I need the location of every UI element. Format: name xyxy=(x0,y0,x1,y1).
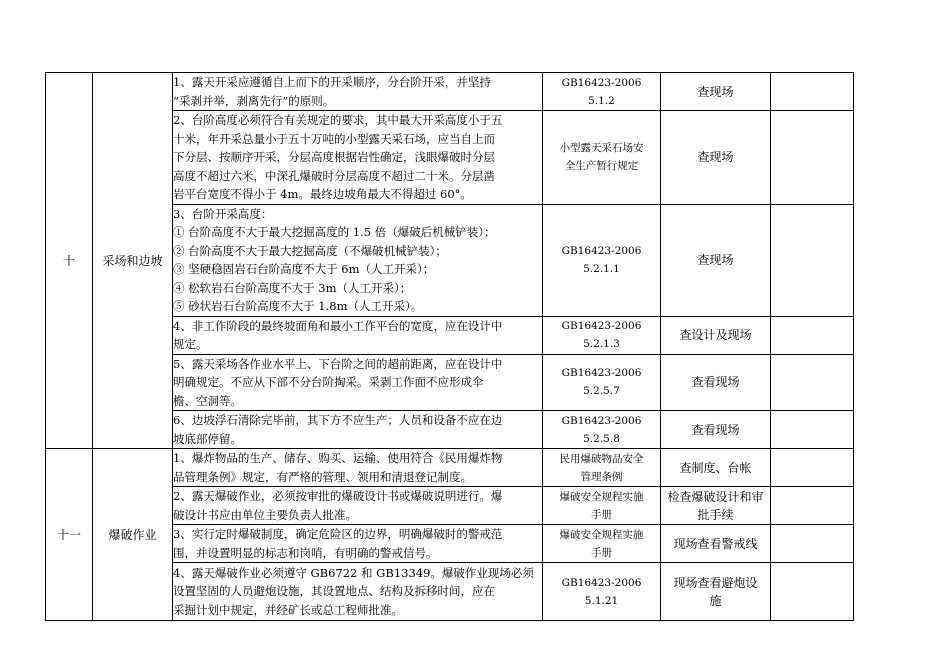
remarks-cell xyxy=(771,563,854,621)
remarks-cell xyxy=(771,316,854,354)
requirement-text: 4、非工作阶段的最终坡面角和最小工作平台的宽度，应在设计中 规定。 xyxy=(173,316,543,354)
requirement-text: 1、露天开采应遵循自上而下的开采顺序，分台阶开采，并坚持 “采剥并举，剥离先行”的原则。 xyxy=(173,73,543,111)
remarks-cell xyxy=(771,411,854,449)
standard-reference: 爆破安全规程实施 手册 xyxy=(543,525,661,563)
requirement-text: 3、实行定时爆破制度，确定危险区的边界，明确爆破时的警戒范 围，并设置明显的标志和岗哨，有明确的警戒信号。 xyxy=(173,525,543,563)
requirement-text: 6、边坡浮石清除完毕前，其下方不应生产；人员和设备不应在边 坡底部停留。 xyxy=(173,411,543,449)
standard-reference: GB16423-2006 5.1.2 xyxy=(543,73,661,111)
remarks-cell xyxy=(771,111,854,205)
standard-reference: GB16423-2006 5.2.1.1 xyxy=(543,204,661,316)
remarks-cell xyxy=(771,449,854,487)
inspection-method: 查现场 xyxy=(661,204,771,316)
remarks-cell xyxy=(771,525,854,563)
remarks-cell xyxy=(771,73,854,111)
standard-reference: GB16423-2006 5.2.5.8 xyxy=(543,411,661,449)
requirement-text: 1、爆炸物品的生产、储存、购买、运输、使用符合《民用爆炸物 品管理条例》规定，有严格的管理、领用和清退登记制度。 xyxy=(173,449,543,487)
inspection-method: 检查爆破设计和审 批手续 xyxy=(661,487,771,525)
inspection-method: 查看现场 xyxy=(661,354,771,411)
table-row xyxy=(46,73,854,111)
section-category: 采场和边坡 xyxy=(93,73,173,449)
remarks-cell xyxy=(771,487,854,525)
requirement-text: 3、台阶开采高度： ① 台阶高度不大于最大挖掘高度的 1.5 倍（爆破后机械铲装）； ② 台阶高度不大于最大挖掘高度（不爆破机械铲装）； ③ 坚硬稳固岩石台阶高度不大于 6m（人工开采）； ④ 松软岩石台阶高度不大于 3m（人工开采）； ⑤ 砂状岩石台阶高度不大于 1.8m（人工开采）。 xyxy=(173,204,543,316)
requirement-text: 2、台阶高度必须符合有关规定的要求，其中最大开采高度小于五 十米，年开采总量小于五十万吨的小型露天采石场，应当自上而 下分层、按顺序开采，分层高度根据岩性确定，浅眼爆破时分层 高度不超过六米，中深孔爆破时分层高度不超过二十米。分层凿 岩平台宽度不得小于 4m。最终边坡角最大不得超过 60°。 xyxy=(173,111,543,205)
inspection-method: 现场查看避炮设 施 xyxy=(661,563,771,621)
section-category: 爆破作业 xyxy=(93,449,173,621)
standard-reference: GB16423-2006 5.2.5.7 xyxy=(543,354,661,411)
inspection-table xyxy=(45,72,854,621)
remarks-cell xyxy=(771,204,854,316)
inspection-method: 查现场 xyxy=(661,73,771,111)
table-row xyxy=(46,449,854,487)
section-number: 十一 xyxy=(46,449,93,621)
section-number: 十 xyxy=(46,73,93,449)
standard-reference: GB16423-2006 5.2.1.3 xyxy=(543,316,661,354)
requirement-text: 2、露天爆破作业，必须按审批的爆破设计书或爆破说明进行。爆 破设计书应由单位主要负责人批准。 xyxy=(173,487,543,525)
inspection-method: 现场查看警戒线 xyxy=(661,525,771,563)
standard-reference: 小型露天采石场安 全生产暂行规定 xyxy=(543,111,661,205)
standard-reference: 民用爆破物品安全 管理条例 xyxy=(543,449,661,487)
inspection-method: 查看现场 xyxy=(661,411,771,449)
standard-reference: GB16423-2006 5.1.21 xyxy=(543,563,661,621)
standard-reference: 爆破安全规程实施 手册 xyxy=(543,487,661,525)
requirement-text: 5、露天采场各作业水平上、下台阶之间的超前距离，应在设计中 明确规定。不应从下部不分台阶掏采。采剥工作面不应形成伞 檐、空洞等。 xyxy=(173,354,543,411)
inspection-method: 查制度、台帐 xyxy=(661,449,771,487)
inspection-method: 查现场 xyxy=(661,111,771,205)
inspection-method: 查设计及现场 xyxy=(661,316,771,354)
requirement-text: 4、露天爆破作业必须遵守 GB6722 和 GB13349。爆破作业现场必须 设置坚固的人员避炮设施，其设置地点、结构及拆移时间，应在 采掘计划中规定，并经矿长或总工程师批准。 xyxy=(173,563,543,621)
remarks-cell xyxy=(771,354,854,411)
